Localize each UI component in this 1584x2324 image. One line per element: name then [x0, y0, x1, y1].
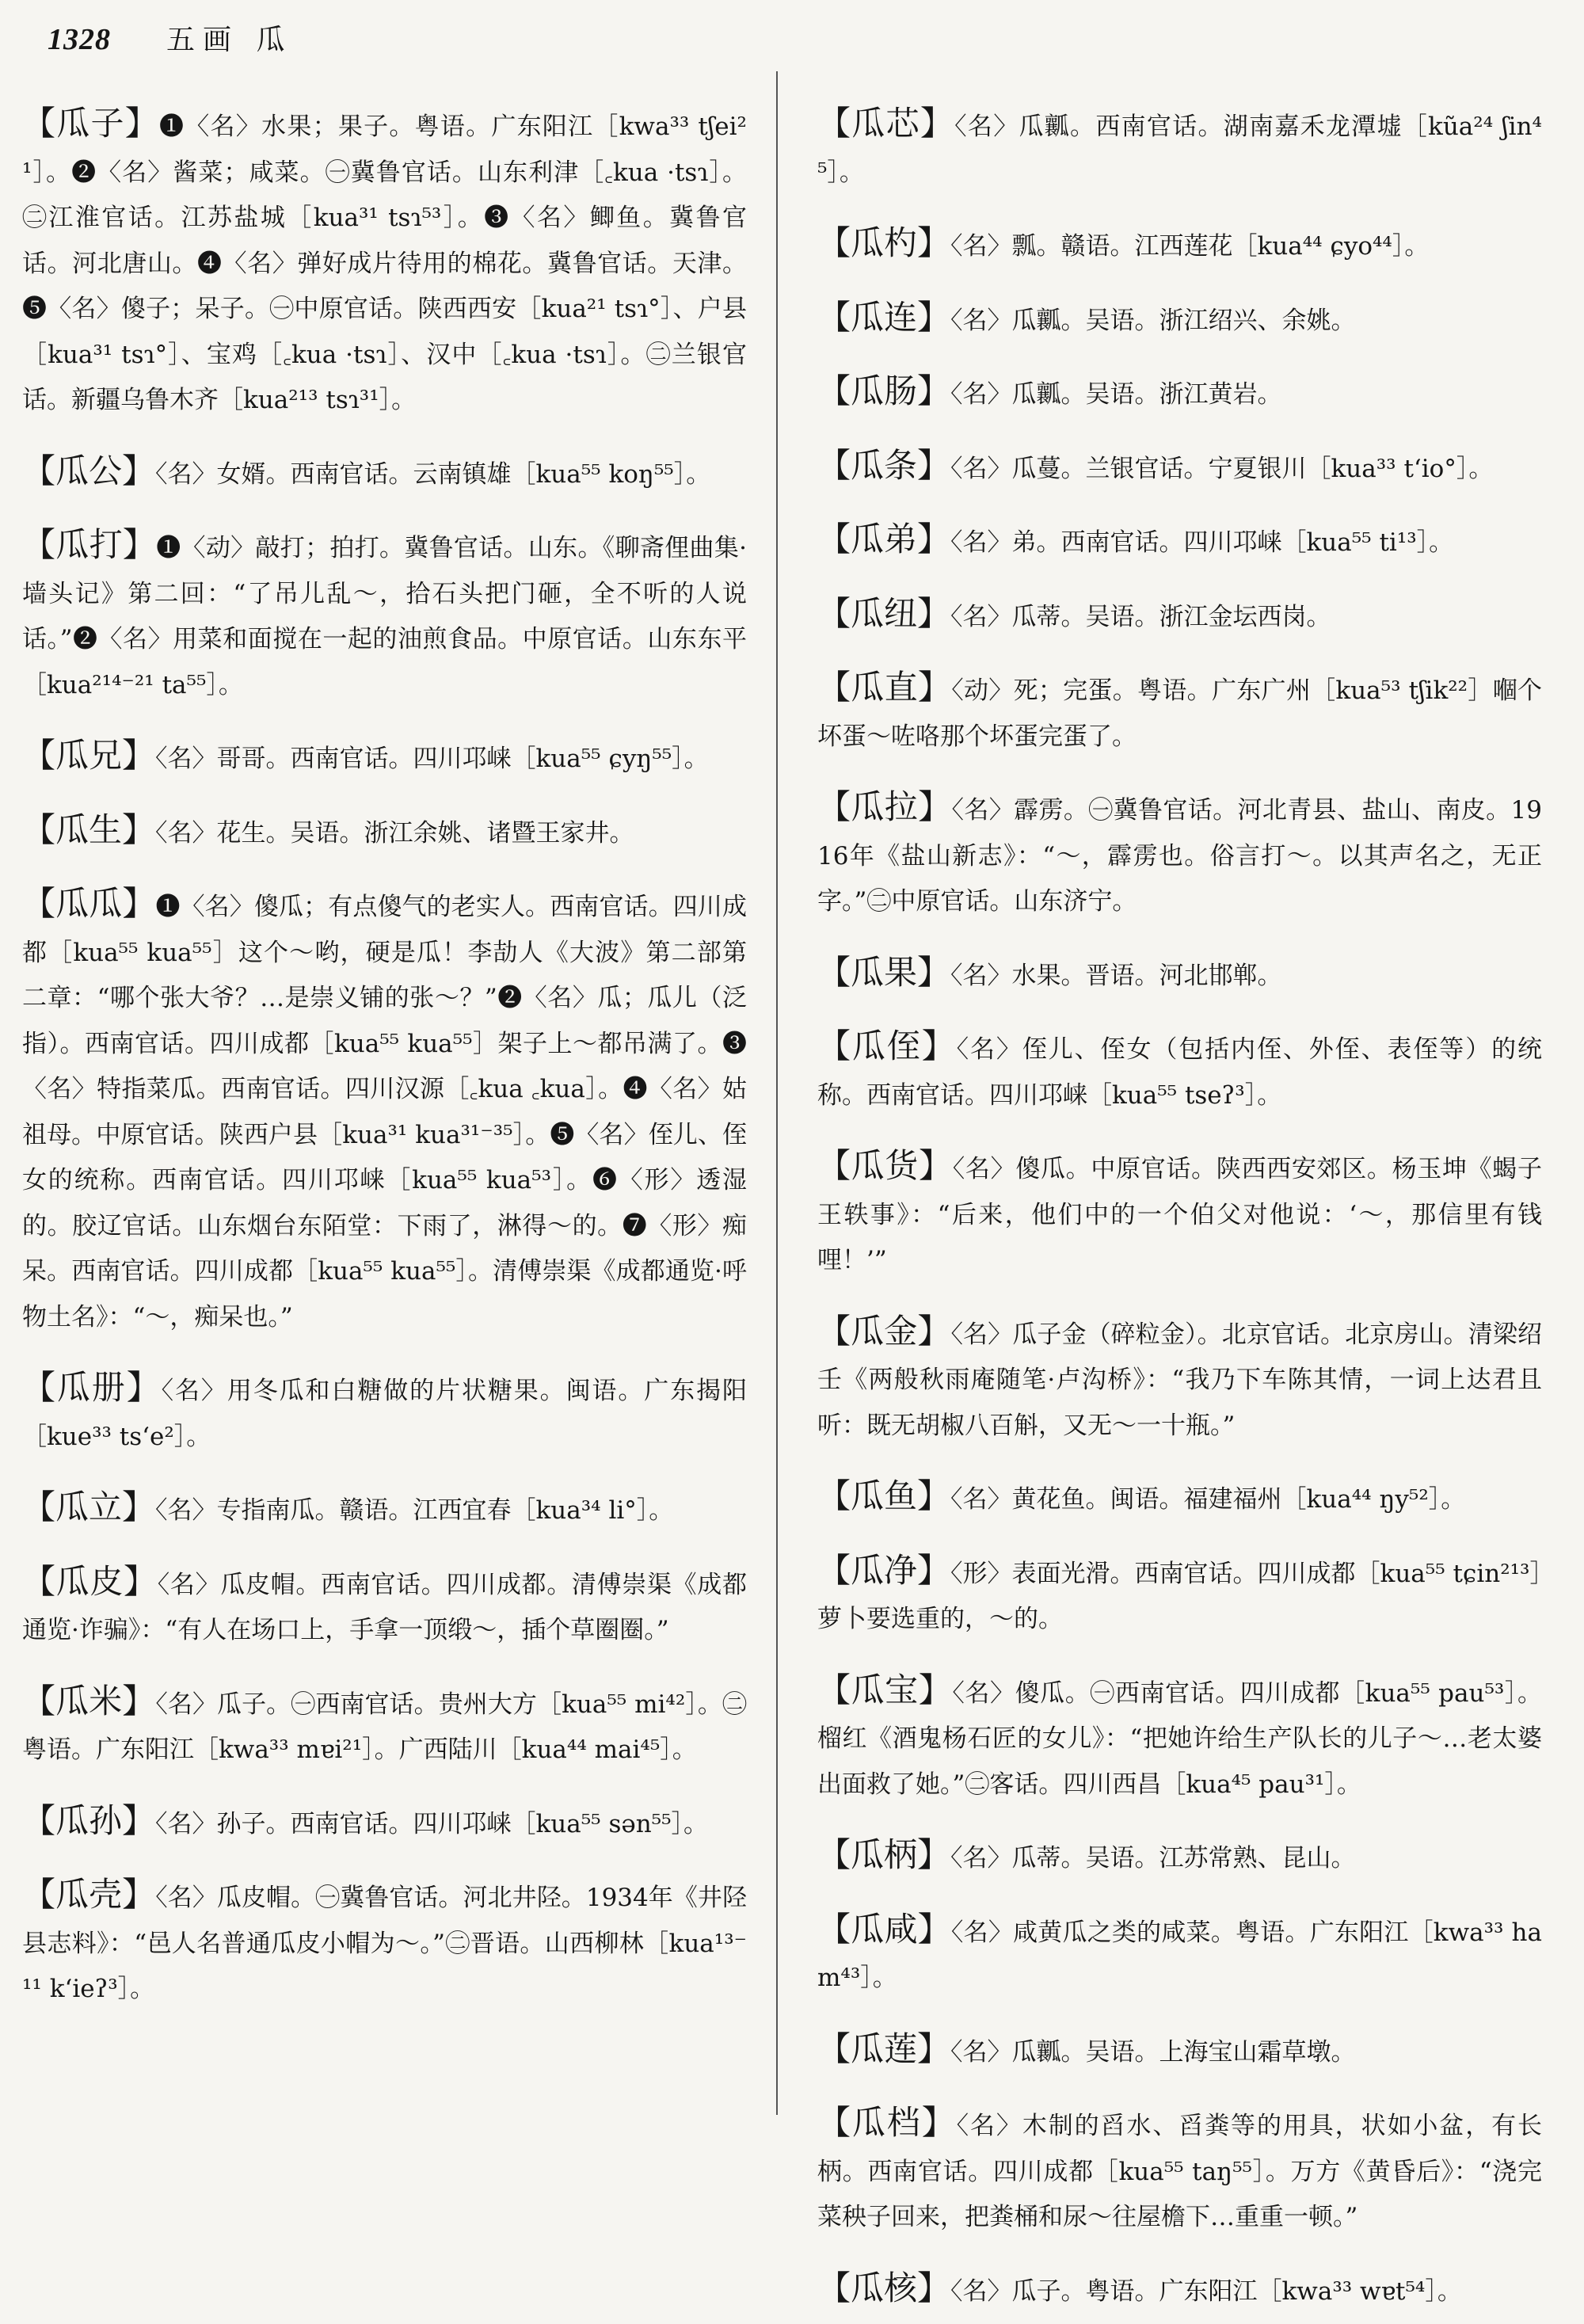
- entry-headword: 【瓜米】: [22, 1681, 156, 1720]
- entry-definition: 〈名〉黄花鱼。闽语。福建福州［kua⁴⁴ ŋy⁵²］。: [950, 1485, 1466, 1514]
- entry-definition: 〈名〉瓜蒂。吴语。江苏常熟、昆山。: [950, 1844, 1356, 1873]
- dictionary-entry: [817, 2265, 1542, 2315]
- entry-definition: 〈名〉孙子。西南官话。四川邛崃［kua⁵⁵ sən⁵⁵］。: [155, 1809, 709, 1838]
- entry-definition: 〈名〉瓜蔓。兰银官话。宁夏银川［kua³³ tʻio°］。: [950, 454, 1494, 483]
- entry-headword: 【瓜杓】: [817, 223, 951, 262]
- entry-headword: 【瓜档】: [817, 2103, 957, 2142]
- entry-definition: 〈名〉用冬瓜和白糖做的片状糖果。闽语。广东揭阳［kue³³ tsʻe²］。: [22, 1377, 747, 1451]
- dictionary-entry: [817, 784, 1542, 925]
- entry-definition: 〈名〉瓜瓤。吴语。浙江绍兴、余姚。: [950, 306, 1356, 335]
- entry-definition: 〈名〉咸黄瓜之类的咸菜。粤语。广东阳江［kwa³³ ham⁴³］。: [817, 1918, 1542, 1992]
- entry-headword: 【瓜直】: [817, 668, 952, 707]
- entry-headword: 【瓜肠】: [817, 371, 951, 410]
- entry-definition: ❶〈动〉敲打；拍打。冀鲁官话。山东。《聊斋俚曲集·墙头记》第二回：“了吊儿乱～，拾石头把门砸，全不听的人说话。”❷〈名〉用菜和面搅在一起的油煎食品。中原官话。山东东平［kua²¹⁴⁻²¹ ta⁵⁵］。: [22, 534, 747, 699]
- dictionary-entry: [817, 101, 1542, 196]
- entry-definition: 〈形〉表面光滑。西南官话。四川成都［kua⁵⁵ tɕin²¹³］萝卜要选重的，～的。: [817, 1559, 1542, 1633]
- entry-definition: 〈动〉死；完蛋。粤语。广东广州［kua⁵³ tʃik²²］嗰个坏蛋～咗咯那个坏蛋完蛋了。: [817, 676, 1542, 751]
- entry-definition: 〈名〉瓜子。粤语。广东阳江［kwa³³ wɐt⁵⁴］。: [950, 2276, 1462, 2306]
- dictionary-entry: [817, 368, 1542, 418]
- dictionary-entry: [817, 1473, 1542, 1523]
- dictionary-entry: [22, 881, 747, 1340]
- dictionary-entry: [817, 1832, 1542, 1882]
- dictionary-entry: [817, 1548, 1542, 1643]
- entry-headword: 【瓜拉】: [817, 787, 952, 826]
- dictionary-entry: [817, 2026, 1542, 2076]
- entry-headword: 【瓜弟】: [817, 520, 951, 558]
- dictionary-entry: [817, 591, 1542, 641]
- entry-headword: 【瓜子】: [22, 104, 160, 143]
- dictionary-entry: [22, 448, 747, 498]
- entry-definition: 〈名〉霹雳。㊀冀鲁官话。河北青县、盐山、南皮。1916年《盐山新志》：“～，霹雳也。俗言打～。以其声名之，无正字。”㊁中原官话。山东济宁。: [817, 796, 1542, 916]
- dictionary-entry: [22, 101, 747, 424]
- dictionary-entry: [817, 1143, 1542, 1284]
- entry-definition: 〈名〉侄儿、侄女（包括内侄、外侄、表侄等）的统称。西南官话。四川邛崃［kua⁵⁵ tseʔ³］。: [817, 1035, 1542, 1110]
- entry-definition: 〈名〉傻瓜。中原官话。陕西西安郊区。杨玉坤《蝎子王轶事》：“后来，他们中的一个伯父对他说：‘～，那信里有钱哩！’”: [817, 1155, 1542, 1274]
- entry-definition: 〈名〉木制的舀水、舀粪等的用具，状如小盆，有长柄。西南官话。四川成都［kua⁵⁵ taŋ⁵⁵］。万方《黄昏后》：“浇完菜秧子回来，把粪桶和尿～往屋檐下…重重一顿。”: [817, 2112, 1542, 2231]
- entry-definition: ❶〈名〉水果；果子。粤语。广东阳江［kwa³³ tʃei²¹］。❷〈名〉酱菜；咸菜。㊀冀鲁官话。山东利津［꜀kua ·tsɿ］。㊁江淮官话。江苏盐城［kua³¹ tsɿ⁵³］。❸〈名〉鲫鱼。冀鲁官话。河北唐山。❹〈名〉弹好成片待用的棉花。冀鲁官话。天津。❺〈名〉傻子；呆子。㊀中原官话。陕西西安［kua²¹ tsɿ°］、户县［kua³¹ tsɿ°］、宝鸡［꜀kua ·tsɿ］、汉中［꜀kua ·tsɿ］。㊁兰银官话。新疆乌鲁木齐［kua²¹³ tsɿ³¹］。: [22, 112, 747, 414]
- entry-headword: 【瓜核】: [817, 2268, 951, 2307]
- entry-definition: 〈名〉瓜子。㊀西南官话。贵州大方［kua⁵⁵ mi⁴²］。㊁粤语。广东阳江［kwa³³ mɐi²¹］。广西陆川［kua⁴⁴ mai⁴⁵］。: [22, 1690, 747, 1764]
- entry-headword: 【瓜瓜】: [22, 884, 156, 923]
- dictionary-entry: [817, 950, 1542, 1000]
- dictionary-entry: [817, 295, 1542, 345]
- dictionary-entry: [22, 1484, 747, 1534]
- dictionary-entry: [817, 1309, 1542, 1450]
- entry-headword: 【瓜连】: [817, 297, 951, 337]
- column-divider: [776, 71, 778, 2115]
- entry-definition: 〈名〉瓜皮帽。西南官话。四川成都。清傅崇渠《成都通览·诈骗》：“有人在场口上，手拿一顶缎～，插个草圈圈。”: [22, 1570, 747, 1644]
- dictionary-entry: [22, 1872, 747, 2013]
- entry-headword: 【瓜孙】: [22, 1800, 156, 1840]
- dictionary-entry: [817, 220, 1542, 270]
- entry-definition: 〈名〉瓜瓤。西南官话。湖南嘉禾龙潭墟［kũa²⁴ ʃin⁴⁵］。: [817, 112, 1542, 187]
- entry-headword: 【瓜立】: [22, 1488, 156, 1526]
- entry-headword: 【瓜鱼】: [817, 1476, 951, 1515]
- entry-headword: 【瓜壳】: [22, 1875, 156, 1914]
- dictionary-entry: [22, 1798, 747, 1848]
- dictionary-entry: [22, 1678, 747, 1773]
- entry-headword: 【瓜货】: [817, 1146, 953, 1185]
- entry-headword: 【瓜咸】: [817, 1909, 951, 1949]
- entry-headword: 【瓜净】: [817, 1550, 951, 1590]
- entry-headword: 【瓜芯】: [817, 104, 955, 143]
- dictionary-entry: [817, 516, 1542, 566]
- left-column: [22, 76, 747, 2022]
- entry-definition: 〈名〉水果。晋语。河北邯郸。: [950, 961, 1282, 990]
- entry-headword: 【瓜莲】: [817, 2029, 951, 2068]
- entry-definition: 〈名〉瓢。赣语。江西莲花［kua⁴⁴ ɕyo⁴⁴］。: [950, 232, 1430, 261]
- right-column: [817, 76, 1542, 2324]
- page-number: 1328: [48, 23, 111, 56]
- entry-headword: 【瓜柄】: [817, 1835, 951, 1874]
- dictionary-entry: [817, 2100, 1542, 2241]
- page-header: [48, 17, 292, 65]
- entry-definition: 〈名〉女婿。西南官话。云南镇雄［kua⁵⁵ koŋ⁵⁵］。: [155, 459, 711, 489]
- entry-definition: 〈名〉瓜子金（碎粒金）。北京官话。北京房山。清梁绍壬《两般秋雨庵随笔·卢沟桥》：“我乃下车陈其情，一词上达君且听：既无胡椒八百斛，又无～一十瓶。”: [817, 1320, 1542, 1440]
- entry-definition: 〈名〉弟。西南官话。四川邛崃［kua⁵⁵ ti¹³］。: [950, 528, 1454, 557]
- entry-headword: 【瓜皮】: [22, 1561, 158, 1601]
- entry-definition: ❶〈名〉傻瓜；有点傻气的老实人。西南官话。四川成都［kua⁵⁵ kua⁵⁵］这个～哟，硬是瓜！李劼人《大波》第二部第二章：“哪个张大爷？…是崇义铺的张～？”❷〈名〉瓜；瓜儿（泛指）。西南官话。四川成都［kua⁵⁵ kua⁵⁵］架子上～都吊满了。❸〈名〉特指菜瓜。西南官话。四川汉源［꜀kua ꜀kua］。❹〈名〉姑祖母。中原官话。陕西户县［kua³¹ kua³¹⁻³⁵］。❺〈名〉侄儿、侄女的统称。西南官话。四川邛崃［kua⁵⁵ kua⁵³］。❻〈形〉透湿的。胶辽官话。山东烟台东陌堂：下雨了，淋得～的。❼〈形〉痴呆。西南官话。四川成都［kua⁵⁵ kua⁵⁵］。清傅崇渠《成都通览·呼物土名》：“～，痴呆也。”: [22, 893, 747, 1332]
- entry-definition: 〈名〉瓜瓤。吴语。上海宝山霜草墩。: [950, 2037, 1356, 2067]
- entry-definition: 〈名〉专指南瓜。赣语。江西宜春［kua³⁴ li°］。: [155, 1496, 674, 1525]
- entry-definition: 〈名〉瓜瓤。吴语。浙江黄岩。: [950, 380, 1282, 409]
- dictionary-entry: [817, 1907, 1542, 2002]
- entry-definition: 〈名〉瓜蒂。吴语。浙江金坛西岗。: [950, 602, 1331, 631]
- entry-headword: 【瓜侄】: [817, 1027, 957, 1065]
- entry-definition: 〈名〉傻瓜。㊀西南官话。四川成都［kua⁵⁵ pau⁵³］。榴红《酒鬼杨石匠的女儿》：“把她许给生产队长的儿子～…老太婆出面救了她。”㊁客话。四川西昌［kua⁴⁵ pau³¹］。: [817, 1678, 1542, 1799]
- entry-headword: 【瓜纽】: [817, 593, 951, 633]
- entry-headword: 【瓜金】: [817, 1311, 951, 1351]
- entry-headword: 【瓜打】: [22, 525, 157, 564]
- dictionary-entry: [22, 733, 747, 783]
- dictionary-entry: [22, 1559, 747, 1654]
- entry-headword: 【瓜条】: [817, 445, 951, 485]
- dictionary-entry: [817, 1023, 1542, 1118]
- dictionary-entry: [22, 807, 747, 857]
- dictionary-entry: [22, 1365, 747, 1460]
- dictionary-entry: [817, 1667, 1542, 1808]
- entry-headword: 【瓜宝】: [817, 1670, 953, 1709]
- entry-headword: 【瓜册】: [22, 1368, 162, 1407]
- entry-headword: 【瓜果】: [817, 952, 951, 992]
- entry-definition: 〈名〉花生。吴语。浙江余姚、诸暨王家井。: [155, 818, 634, 848]
- entry-headword: 【瓜生】: [22, 810, 156, 849]
- section-title: 五画 瓜: [166, 24, 293, 56]
- dictionary-entry: [817, 443, 1542, 493]
- dictionary-entry: [817, 665, 1542, 760]
- dictionary-entry: [22, 522, 747, 708]
- entry-definition: 〈名〉哥哥。西南官话。四川邛崃［kua⁵⁵ ɕyŋ⁵⁵］。: [155, 745, 709, 773]
- entry-definition: 〈名〉瓜皮帽。㊀冀鲁官话。河北井陉。1934年《井陉县志料》：“邑人名普通瓜皮小帽为～。”㊁晋语。山西柳林［kua¹³⁻¹¹ kʻieʔ³］。: [22, 1884, 747, 2003]
- entry-headword: 【瓜兄】: [22, 736, 156, 775]
- entry-headword: 【瓜公】: [22, 451, 156, 490]
